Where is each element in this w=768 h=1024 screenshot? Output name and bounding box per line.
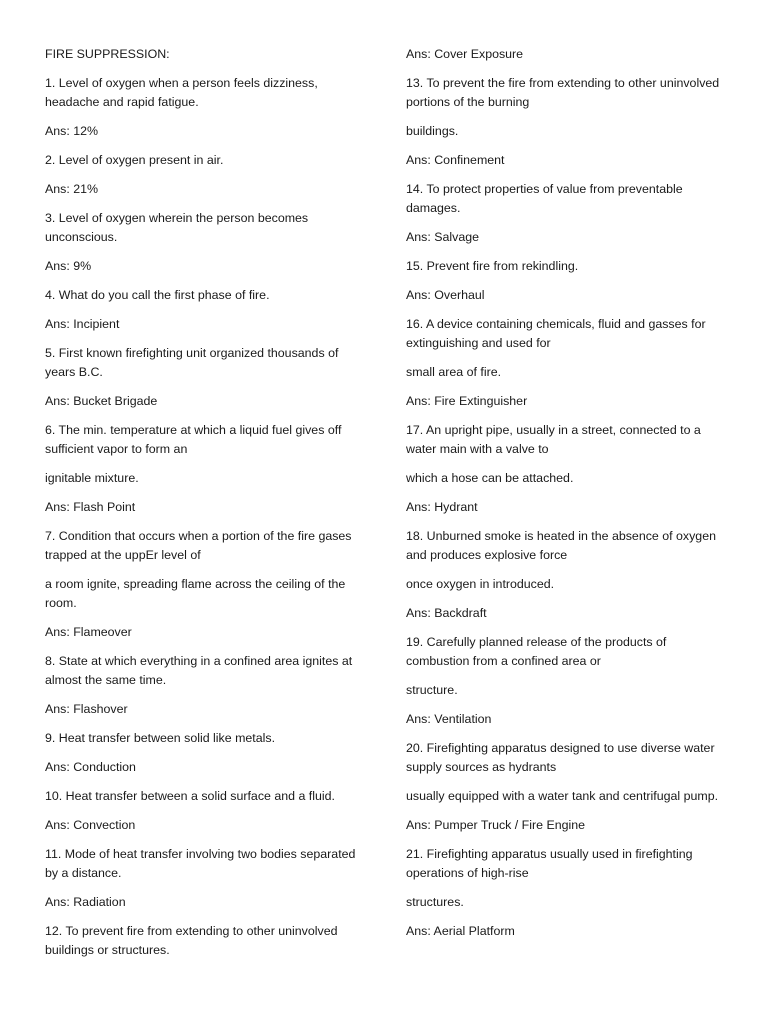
question-17: 17. An upright pipe, usually in a street, connected to a water main with a valve to	[406, 423, 701, 456]
question-1: 1. Level of oxygen when a person feels dizziness, headache and rapid fatigue.	[45, 76, 318, 109]
question-9: 9. Heat transfer between solid like metals.	[45, 731, 276, 745]
answer-3: Ans: 9%	[45, 259, 92, 273]
question-20-continued: usually equipped with a water tank and centrifugal pump.	[406, 789, 719, 803]
question-12: 12. To prevent fire from extending to other uninvolved buildings or structures.	[45, 924, 338, 957]
question-3: 3. Level of oxygen wherein the person becomes unconscious.	[45, 211, 309, 244]
question-11: 11. Mode of heat transfer involving two bodies separated by a distance.	[45, 847, 356, 880]
answer-21: Ans: Aerial Platform	[406, 924, 515, 938]
question-14: 14. To protect properties of value from preventable damages.	[406, 182, 683, 215]
answer-15: Ans: Overhaul	[406, 288, 485, 302]
answer-10: Ans: Convection	[45, 818, 136, 832]
question-4: 4. What do you call the first phase of fire.	[45, 288, 270, 302]
question-13-continued: buildings.	[406, 124, 459, 138]
answer-16: Ans: Fire Extinguisher	[406, 394, 528, 408]
question-20: 20. Firefighting apparatus designed to use diverse water supply sources as hydrants	[406, 741, 715, 774]
question-16: 16. A device containing chemicals, fluid and gasses for extinguishing and used for	[406, 317, 706, 350]
question-15: 15. Prevent fire from rekindling.	[406, 259, 579, 273]
answer-7: Ans: Flameover	[45, 625, 132, 639]
question-8: 8. State at which everything in a confined area ignites at almost the same time.	[45, 654, 353, 687]
question-10: 10. Heat transfer between a solid surface and a fluid.	[45, 789, 335, 803]
question-7-continued: a room ignite, spreading flame across the ceiling of the room.	[45, 577, 346, 610]
answer-1: Ans: 12%	[45, 124, 99, 138]
question-7: 7. Condition that occurs when a portion of the fire gases trapped at the uppEr level of	[45, 529, 352, 562]
left-column	[45, 45, 370, 970]
question-2: 2. Level of oxygen present in air.	[45, 153, 224, 167]
question-18: 18. Unburned smoke is heated in the absence of oxygen and produces explosive force	[406, 529, 716, 562]
answer-11: Ans: Radiation	[45, 895, 126, 909]
answer-8: Ans: Flashover	[45, 702, 128, 716]
question-5: 5. First known firefighting unit organized thousands of years B.C.	[45, 346, 339, 379]
answer-9: Ans: Conduction	[45, 760, 136, 774]
answer-17: Ans: Hydrant	[406, 500, 478, 514]
question-18-continued: once oxygen in introduced.	[406, 577, 555, 591]
answer-14: Ans: Salvage	[406, 230, 480, 244]
question-17-continued: which a hose can be attached.	[406, 471, 574, 485]
answer-12: Ans: Cover Exposure	[406, 47, 524, 61]
question-16-continued: small area of fire.	[406, 365, 502, 379]
question-19-continued: structure.	[406, 683, 458, 697]
answer-2: Ans: 21%	[45, 182, 99, 196]
question-6: 6. The min. temperature at which a liquid fuel gives off sufficient vapor to form an	[45, 423, 342, 456]
question-19: 19. Carefully planned release of the products of combustion from a confined area or	[406, 635, 667, 668]
answer-6: Ans: Flash Point	[45, 500, 136, 514]
answer-13: Ans: Confinement	[406, 153, 505, 167]
question-6-continued: ignitable mixture.	[45, 471, 139, 485]
answer-4: Ans: Incipient	[45, 317, 120, 331]
question-13: 13. To prevent the fire from extending to other uninvolved portions of the burning	[406, 76, 720, 109]
question-21: 21. Firefighting apparatus usually used in firefighting operations of high-rise	[406, 847, 693, 880]
answer-18: Ans: Backdraft	[406, 606, 487, 620]
right-column	[406, 45, 731, 951]
answer-19: Ans: Ventilation	[406, 712, 492, 726]
document-heading: FIRE SUPPRESSION:	[45, 47, 170, 61]
question-21-continued: structures.	[406, 895, 464, 909]
answer-20: Ans: Pumper Truck / Fire Engine	[406, 818, 586, 832]
answer-5: Ans: Bucket Brigade	[45, 394, 158, 408]
